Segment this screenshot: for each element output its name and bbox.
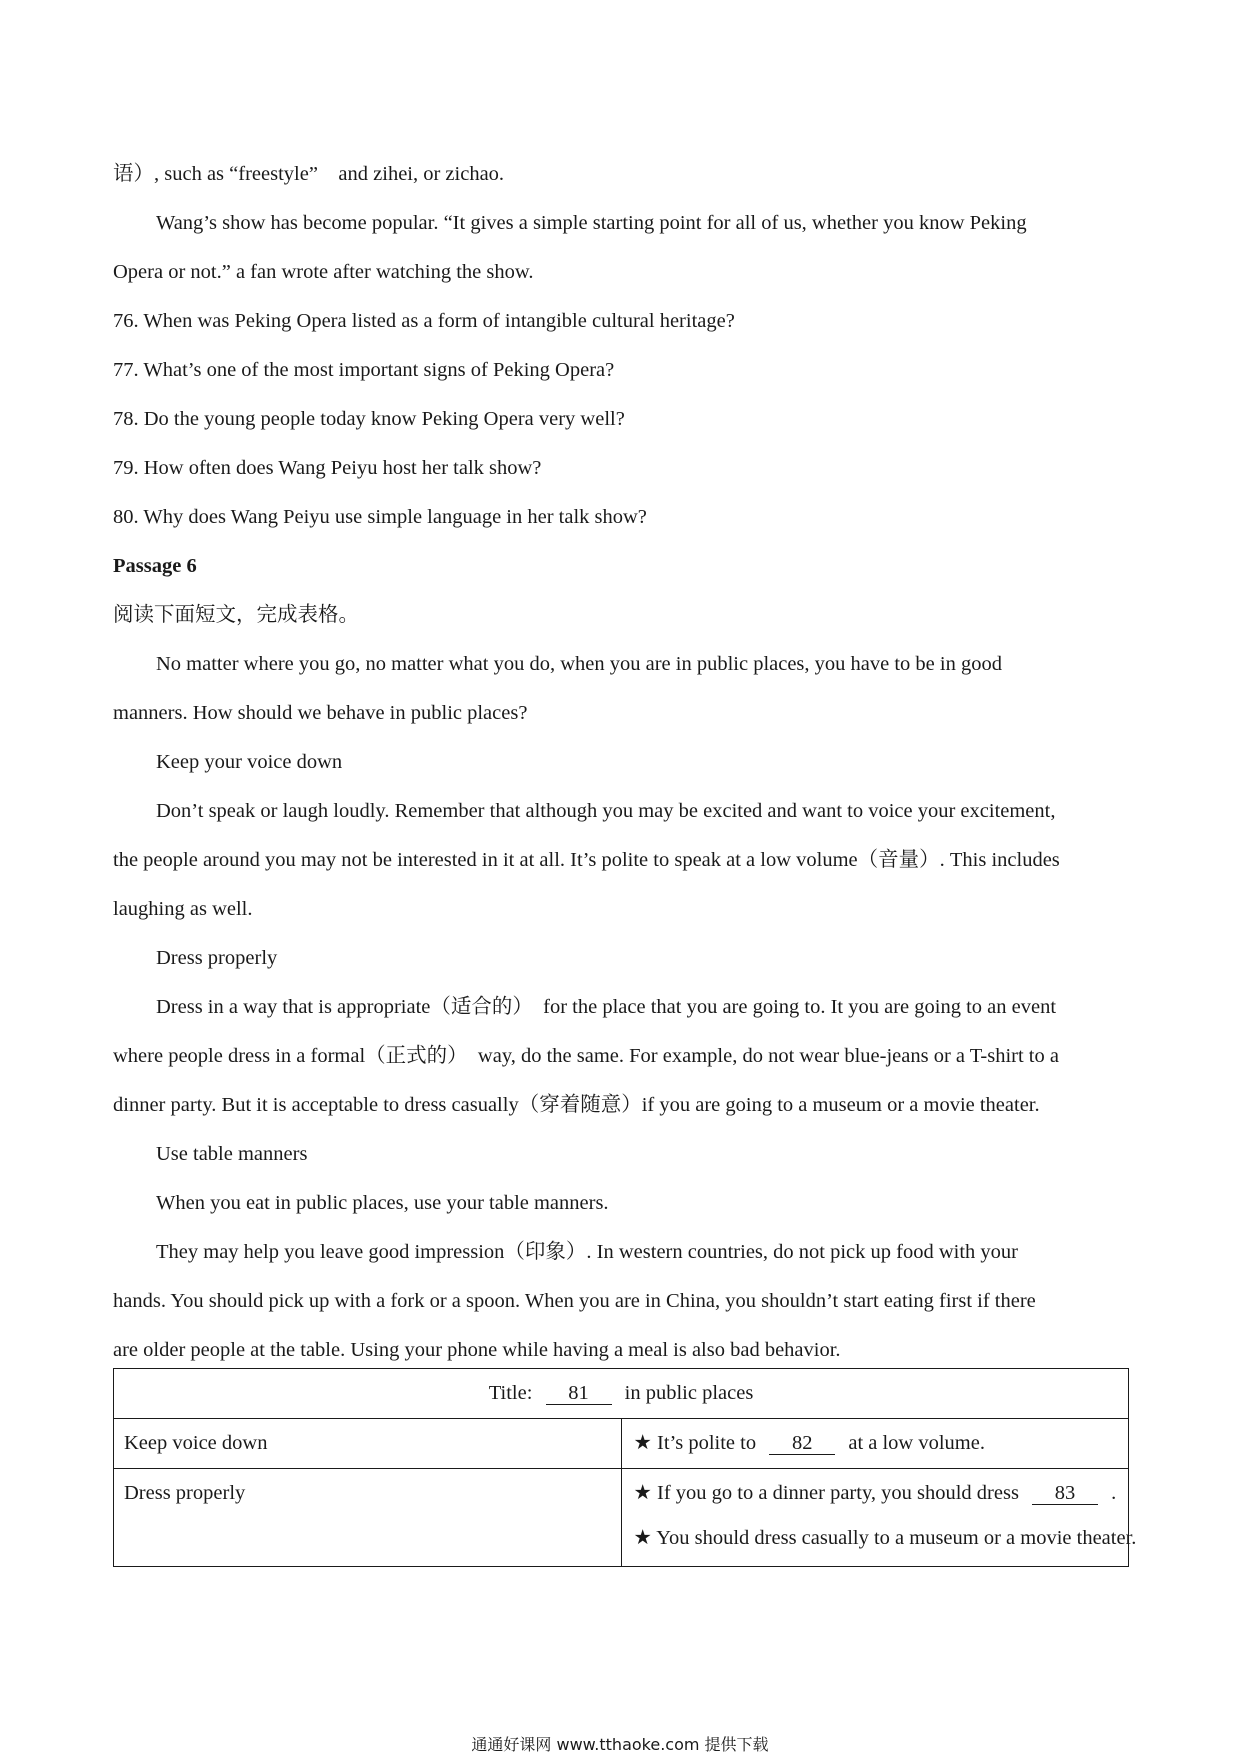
paragraph-line: They may help you leave good impression（印象）. In western countries, do not pick up food with your — [156, 1241, 1018, 1263]
paragraph-line: Wang’s show has become popular. “It gives a simple starting point for all of us, whether you know Peking — [156, 212, 1027, 234]
paragraph-line: manners. How should we behave in public places? — [113, 702, 528, 724]
question-76: 76. When was Peking Opera listed as a form of intangible cultural heritage? — [113, 310, 735, 332]
blank-83: 83 — [1032, 1482, 1098, 1505]
paragraph-line: where people dress in a formal（正式的） way, do the same. For example, do not wear blue-jeans or a T-shirt to a — [113, 1045, 1059, 1067]
question-80: 80. Why does Wang Peiyu use simple language in her talk show? — [113, 506, 647, 528]
question-78: 78. Do the young people today know Peking Opera very well? — [113, 408, 625, 430]
page-footer: 通通好课网 www.tthaoke.com 提供下载 — [471, 1735, 769, 1754]
question-77: 77. What’s one of the most important signs of Peking Opera? — [113, 359, 615, 381]
paragraph-line: 语）, such as “freestyle” and zihei, or zichao. — [113, 163, 505, 185]
paragraph-line: the people around you may not be interested in it at all. It’s polite to speak at a low volume（音量）. This includes — [113, 849, 1060, 871]
paragraph-line: When you eat in public places, use your table manners. — [156, 1192, 609, 1214]
question-79: 79. How often does Wang Peiyu host her talk show? — [113, 457, 542, 479]
section-heading: Use table manners — [156, 1143, 308, 1165]
table-title-suffix: in public places — [624, 1382, 754, 1404]
paragraph-line: hands. You should pick up with a fork or a spoon. When you are in China, you shouldn’t start eating first if there — [113, 1290, 1036, 1312]
paragraph-line: No matter where you go, no matter what you do, when you are in public places, you have to be in good — [156, 653, 1002, 675]
passage-heading: Passage 6 — [113, 555, 197, 577]
table-row-content: ★ If you go to a dinner party, you should dress 83 . ★ You should dress casually to a museum or a movie theater. — [621, 1469, 1129, 1567]
paragraph-line: Opera or not.” a fan wrote after watching the show. — [113, 261, 534, 283]
blank-81: 81 — [546, 1382, 612, 1405]
table-title-prefix: Title: — [488, 1382, 533, 1404]
paragraph-line: are older people at the table. Using your phone while having a meal is also bad behavior. — [113, 1339, 841, 1361]
paragraph-line: Don’t speak or laugh loudly. Remember that although you may be excited and want to voice your excitement, — [156, 800, 1056, 822]
section-heading: Dress properly — [156, 947, 278, 969]
instruction: 阅读下面短文，完成表格。 — [113, 604, 359, 626]
blank-82: 82 — [769, 1432, 835, 1455]
paragraph-line: dinner party. But it is acceptable to dress casually（穿着随意）if you are going to a museum or a movie theater. — [113, 1094, 1040, 1116]
table-title-cell — [114, 1369, 1129, 1419]
table-row-content: ★ It’s polite to 82 at a low volume. — [621, 1419, 1129, 1469]
paragraph-line: laughing as well. — [113, 898, 253, 920]
table-row-label: Keep voice down — [114, 1419, 622, 1469]
paragraph-line: Dress in a way that is appropriate（适合的） for the place that you are going to. It you are going to an event — [156, 996, 1057, 1018]
answer-table — [113, 1368, 1137, 1567]
section-heading: Keep your voice down — [156, 751, 343, 773]
table-row-label: Dress properly — [114, 1469, 622, 1567]
